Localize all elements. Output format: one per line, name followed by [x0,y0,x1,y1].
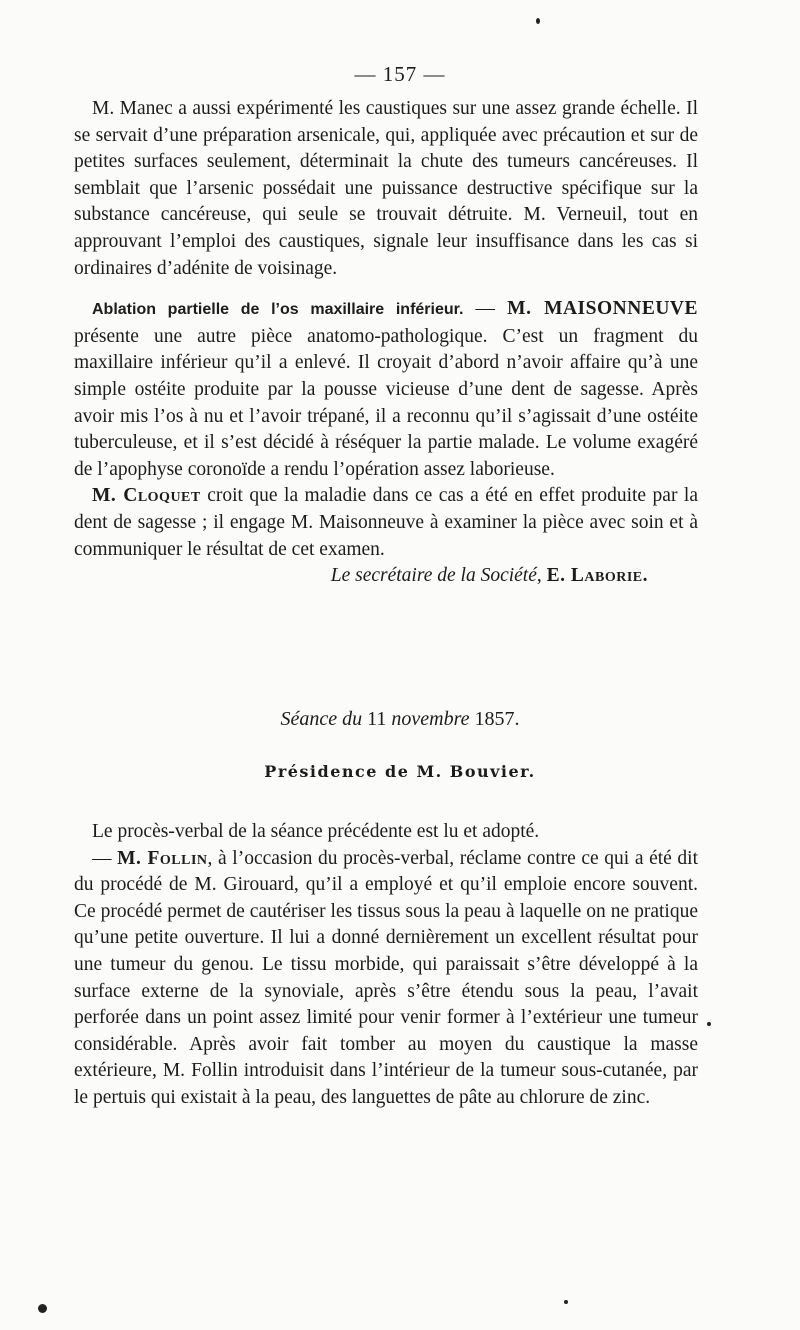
page-number: — 157 — [354,62,446,86]
session-month: novembre [386,708,475,730]
paragraph-follin-text: , à l’occasion du procès-verbal, réclame contre ce qui a été dit du procédé de M. Girouard, qu’il a employé et qu’il emploie encore souvent. Ce procédé permet de cautériser les tissus sous la peau à laquelle on ne pratique qu’une petite ouverture. Il lui a donné dernièrement un excellent résultat pour une tumeur du genou. Le tissu morbide, qui paraissait s’être développé à la surface externe de la synoviale, après s’être étendu sous la peau, l’avait perforée dans un point assez limité pour venir former à l’extérieur une tumeur considérable. Après avoir fait tomber au moyen du caustique la masse extérieure, M. Follin introduisit dans l’intérieur de la tumeur sous-cutanée, par le pertuis qui existait à la peau, des languettes de pâte au chlorure de zinc. [74,847,698,1108]
heading-dash: — [463,298,508,320]
scan-speck [564,1300,568,1304]
section-heading-ablation: Ablation partielle de l’os maxillaire inférieur. [92,301,464,319]
body-text-top [74,96,698,590]
paragraph-cloquet [74,483,698,563]
body-text-bottom [74,819,698,1112]
scan-speck [707,1022,711,1026]
paragraph-follin [74,846,698,1112]
paragraph-manec: M. Manec a aussi expérimenté les caustiques sur une assez grande échelle. Il se servait d’une préparation arsenicale, qui, appliquée avec précaution et sur de petites surfaces seulement, déterminait la chute des tumeurs cancéreuses. Il semblait que l’arsenic possédait une puissance destructive spécifique sur la substance cancéreuse, qui seule se trouvait détruite. M. Verneuil, tout en approuvant l’emploi des caustiques, signale leur insuffisance dans les cas si ordinaires d’adénite de voisinage. [74,98,698,279]
speaker-follin: M. Follin [117,847,208,869]
session-prefix: Séance du [280,708,368,730]
signature-role: Le secrétaire de la Société [330,565,537,587]
paragraph-proces-verbal: Le procès-verbal de la séance précédente est lu et adopté. [92,821,540,842]
signature-name: E. Laborie. [546,565,648,587]
speaker-cloquet: M. Cloquet [92,485,201,507]
scan-speck [38,1304,47,1313]
signature-line [74,563,698,590]
paragraph-maisonneuve-text: présente une autre pièce anatomo-pathologique. C’est un fragment du maxillaire inférieur qu’il a enlevé. Il croyait d’abord n’avoir affaire qu’à une simple ostéite produite par la pousse vicieuse d’une dent de sagesse. Après avoir mis l’os à nu et l’avoir trépané, il a reconnu qu’il s’agissait d’une ostéite tuberculeuse, et il s’est décidé à réséquer la partie malade. Le volume exagéré de l’apophyse coronoïde a rendu l’opération assez laborieuse. [74,325,698,480]
scan-speck [536,18,540,24]
paragraph-maisonneuve [74,296,698,483]
follin-dash: — [92,847,118,869]
presidency-heading: Présidence de M. Bouvier. [264,762,536,781]
speaker-maisonneuve: M. MAISONNEUVE [507,298,698,320]
signature-separator: , [536,565,547,587]
session-date-heading [0,708,800,731]
session-day: 11 [367,708,387,730]
paragraph-cloquet-text: croit que la maladie dans ce cas a été en effet produite par la dent de sagesse ; il engage M. Maisonneuve à examiner la pièce avec soin et à communiquer le résultat de cet examen. [74,485,698,560]
session-year: 1857. [474,708,520,730]
